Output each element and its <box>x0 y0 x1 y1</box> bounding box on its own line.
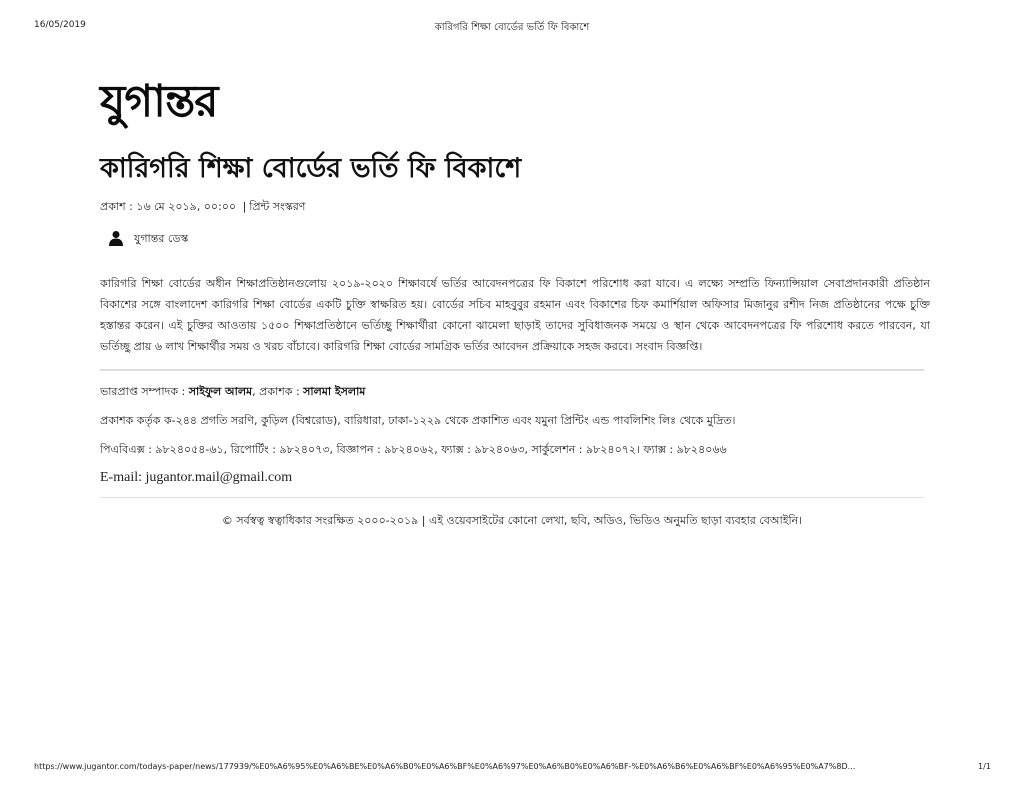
print-page-number: 1/1 <box>978 762 991 771</box>
publisher-name: সালমা ইসলাম <box>303 385 366 398</box>
published-label: প্রকাশ : <box>100 200 133 213</box>
article-headline: কারিগরি শিক্ষা বোর্ডের ভর্তি ফি বিকাশে <box>100 153 522 184</box>
copyright-notice: © সর্বস্বত্ব স্বত্বাধিকার সংরক্ষিত ২০০০-২০১৯ | এই ওয়েবসাইটের কোনো লেখা, ছবি, অডিও, ভিডিও অনুমতি ছাড়া ব্যবহার বেআইনি। <box>221 514 803 527</box>
published-date: ১৬ মে ২০১৯, ০০:০০ <box>136 200 237 213</box>
editor-line <box>100 383 365 402</box>
editor-name: সাইফুল আলম <box>188 385 253 398</box>
article-meta <box>100 198 305 217</box>
edition-label: প্রিন্ট সংস্করণ <box>249 200 306 213</box>
article-author <box>108 230 188 249</box>
jugantor-logo[interactable]: যুগান্তর <box>100 76 218 127</box>
publisher-label: , প্রকাশক : <box>252 385 300 398</box>
publisher-address: প্রকাশক কর্তৃক ক-২৪৪ প্রগতি সরণি, কুড়িল (বিশ্বরোড), বারিধারা, ঢাকা-১২২৯ থেকে প্রকাশিত এবং যমুনা প্রিন্টিং এন্ড পাবলিশিং লিঃ থেকে মুদ্রিত। <box>100 414 736 427</box>
print-date: 16/05/2019 <box>34 20 86 30</box>
divider <box>100 497 924 498</box>
author-name: যুগান্তর ডেস্ক <box>134 232 189 245</box>
divider <box>100 369 924 371</box>
editor-label: ভারপ্রাপ্ত সম্পাদক : <box>100 385 186 398</box>
user-icon <box>108 230 124 249</box>
contact-email[interactable]: E-mail: jugantor.mail@gmail.com <box>100 470 293 485</box>
print-footer-url: https://www.jugantor.com/todays-paper/news/177939/%E0%A6%95%E0%A6%BE%E0%A6%B0%E0%A6%BF%E0%A6%97%E0%A6%B0%E0%A6%BF-%E0%A6%B6%E0%A6%BF%E0%A6%95%E0%A7%8D... <box>34 762 856 771</box>
article-body: কারিগরি শিক্ষা বোর্ডের অধীন শিক্ষাপ্রতিষ্ঠানগুলোয় ২০১৯-২০২০ শিক্ষাবর্ষে ভর্তির আবেদনপত্রের ফি বিকাশে পরিশোধ করা যাবে। এ লক্ষ্যে সম্প্রতি ফিন্যান্সিয়াল সেবাপ্রদানকারী প্রতিষ্ঠান বিকাশের সঙ্গে বাংলাদেশ কারিগরি শিক্ষা বোর্ডের একটি চুক্তি স্বাক্ষরিত হয়। বোর্ডের সচিব মাহবুবুর রহমান এবং বিকাশের চিফ কমার্শিয়াল অফিসার মিজানুর রশীদ নিজ প্রতিষ্ঠানের পক্ষে চুক্তি হস্তান্তর করেন। এই চুক্তির আওতায় ১৫০০ শিক্ষাপ্রতিষ্ঠানে ভর্তিচ্ছু শিক্ষার্থীরা কোনো ঝামেলা ছাড়াই তাদের সুবিধাজনক সময়ে ও স্থান থেকে আবেদনপত্রের ফি পরিশোধ করতে পারবেন, যা ভর্তিচ্ছু প্রায় ৬ লাখ শিক্ষার্থীর সময় ও খরচ বাঁচাবে। কারিগরি শিক্ষা বোর্ডের সামগ্রিক ভর্তির আবেদন প্রক্রিয়াকে সহজ করবে। সংবাদ বিজ্ঞপ্তি। <box>100 277 930 353</box>
meta-separator: | <box>242 200 247 213</box>
contact-phones: পিএবিএক্স : ৯৮২৪০৫৪-৬১, রিপোর্টিং : ৯৮২৪০৭৩, বিজ্ঞাপন : ৯৮২৪০৬২, ফ্যাক্স : ৯৮২৪০৬৩, সার্কুলেশন : ৯৮২৪০৭২। ফ্যাক্স : ৯৮২৪০৬৬ <box>100 443 727 456</box>
print-page-title: কারিগরি শিক্ষা বোর্ডের ভর্তি ফি বিকাশে <box>434 22 590 33</box>
